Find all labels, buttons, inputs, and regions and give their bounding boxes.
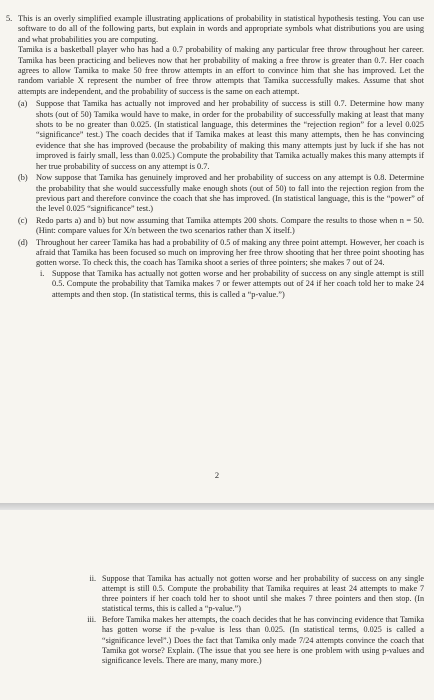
- question-text: Redo parts a) and b) but now assuming that Tamika attempts 200 shots. Compare the results to those when n = 50. (Hint: compare values for X/n between the two scenarios rather than X itself.): [36, 215, 424, 236]
- document-page-2: [0, 510, 434, 700]
- problem-5: [6, 14, 424, 300]
- subquestion-text: Suppose that Tamika has actually not gotten worse and her probability of success on any single attempt is still 0.5. Compute the probability that Tamika requires at least 24 attempts to make 7 three pointers if her coach told her to shoot until she makes 7 three pointers and then stop. (In statistical terms, this is called a “p-value.”): [102, 574, 424, 614]
- question-b: [18, 173, 424, 215]
- subquestion-i: [40, 269, 424, 300]
- question-label: (c): [18, 215, 28, 225]
- subquestion-label: i.: [40, 268, 45, 278]
- question-a: [18, 99, 424, 172]
- intro-text: This is an overly simplified example illustrating applications of probability in statistical hypothesis testing. You can use software to do all of the following parts, but explain in words and appropriate symbols what distributions you are using and what probabilities you are computing.: [18, 14, 424, 44]
- question-text: Suppose that Tamika has actually not improved and her probability of success is still 0.7. Determine how many shots (out of 50) Tamika would have to make, in order for the probability of successfully making at least that many shots to be no greater than 0.025. (In statistical language, this determines the “rejection region” for a level 0.025 “significance” test.) The coach decides that if Tamika makes at least this many attempts, then he has convincing evidence that she has improved (because the probability of making this many attempts just by luck if she has not improved is fairly small, less than 0.025.) Compute the probability that Tamika actually makes this many attempts if her true probability of success on any attempt is 0.7.: [36, 99, 424, 171]
- problem-intro: [6, 14, 424, 97]
- question-label: (b): [18, 173, 28, 183]
- question-label: (a): [18, 99, 28, 109]
- subquestion-label: ii.: [89, 574, 96, 583]
- scenario-paragraph: Tamika is a basketball player who has had a 0.7 probability of making any particular free throw throughout her career. Tamika has been practicing and believes now that her probability of making a free throw is greater than 0.7. Her coach agrees to allow Tamika to make 50 free throw attempts in an effort to convince him that she has improved. Let the random variable X represent the number of free throw attempts that Tamika successfully makes. Assume that shot attempts are independent, and the probability of success is the same on each attempt.: [18, 45, 424, 96]
- question-label: (d): [18, 237, 28, 247]
- question-list: [6, 99, 424, 300]
- subquestion-iii: [78, 615, 424, 665]
- page-gap: [0, 503, 434, 510]
- question-text: Now suppose that Tamika has genuinely improved and her probability of success on any attempt is 0.8. Determine the probability that she would successfully make enough shots (out of 50) to fall into the rejection region from the previous part and therefore convince the coach that she has improved. (In statistical language, this is the “power” of the level 0.025 “significance” test.): [36, 173, 424, 214]
- question-d: [18, 238, 424, 300]
- subquestion-text: Before Tamika makes her attempts, the coach decides that he has convincing evidence that Tamika has gotten worse if the p-value is less than 0.025. (In statistical terms, 0.025 is called a “significance level”.) Does the fact that Tamika only made 7/24 attempts convince the coach that Tamika got worse? Explain. (The issue that you see here is one problem with using p-values and significance levels. There are many, many more.): [102, 615, 424, 665]
- page-number: 2: [214, 470, 220, 480]
- question-text: Throughout her career Tamika has had a probability of 0.5 of making any three point attempt. However, her coach is afraid that Tamika has been focused so much on improving her free throw shooting that her three point shooting has gotten worse. To check this, the coach has Tamika shoot a series of three pointers; she makes 7 out of 24.: [36, 237, 424, 268]
- subquestion-label: iii.: [87, 615, 96, 625]
- problem-5-continued: [78, 574, 424, 666]
- subquestion-text: Suppose that Tamika has actually not gotten worse and her probability of success on any single attempt is still 0.5. Compute the probability that Tamika makes 7 or fewer attempts out of 24 if her coach told her to make 24 attempts and then stop. (In statistical terms, this is called a “p-value.”): [52, 268, 424, 299]
- problem-number: 5.: [6, 14, 13, 23]
- subquestion-ii: [78, 574, 424, 614]
- question-c: [18, 216, 424, 237]
